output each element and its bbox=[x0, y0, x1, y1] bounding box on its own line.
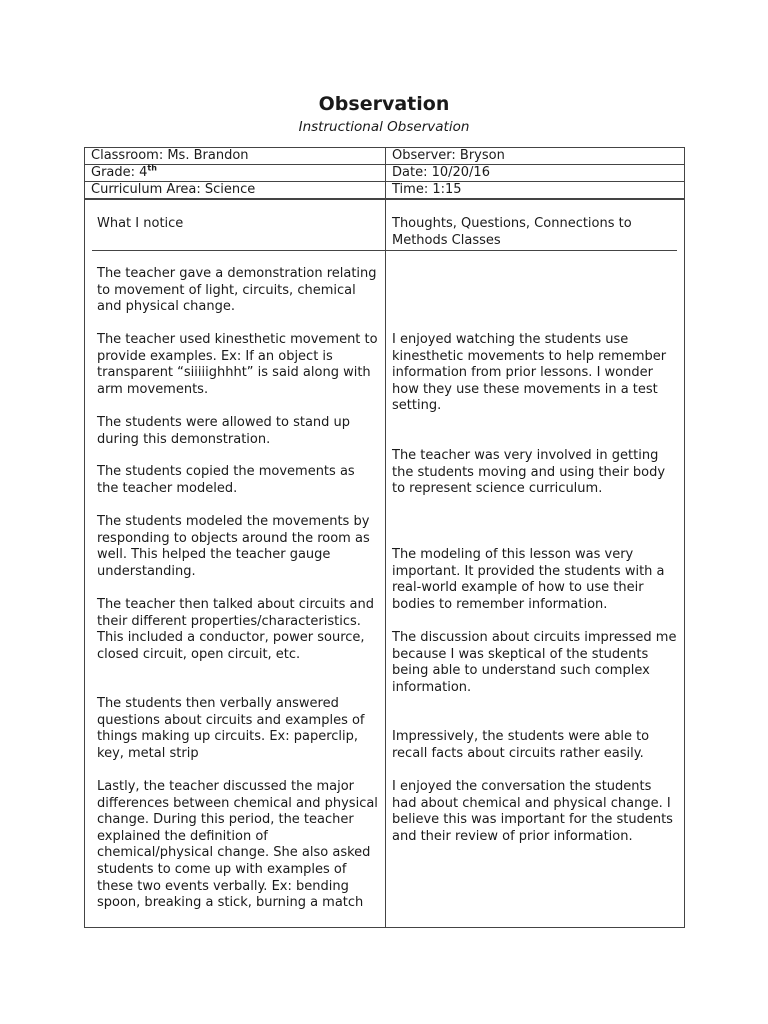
header-divider bbox=[92, 250, 677, 251]
thought-item: I enjoyed the conversation the students had about chemical and physical change. I believe this was important for the students and their review of prior information. bbox=[392, 779, 673, 844]
thought-item: The modeling of this lesson was very important. It provided the students with a real-world example of how to use their bodies to remember information. bbox=[392, 547, 665, 612]
thoughts-header: Thoughts, Questions, Connections to Methods Classes bbox=[392, 216, 632, 248]
date-cell: Date: 10/20/16 bbox=[386, 165, 685, 182]
thought-item: The discussion about circuits impressed me because I was skeptical of the students being able to understand such complex information. bbox=[392, 630, 677, 695]
notice-item: The students then verbally answered questions about circuits and examples of things making up circuits. Ex: paperclip, key, metal strip bbox=[97, 696, 365, 761]
thought-item: I enjoyed watching the students use kinesthetic movements to help remember information from prior lessons. I wonder how they use these movements in a test setting. bbox=[392, 332, 667, 414]
notice-item: The teacher then talked about circuits and their different properties/characteristics. This included a conductor, power source, closed circuit, open circuit, etc. bbox=[97, 597, 374, 662]
column-divider bbox=[385, 200, 386, 927]
notice-header: What I notice bbox=[97, 216, 184, 231]
grade-cell bbox=[85, 165, 386, 182]
notice-item: The students copied the movements as the teacher modeled. bbox=[97, 464, 355, 496]
notice-item: The students modeled the movements by responding to objects around the room as well. This helped the teacher gauge understanding. bbox=[97, 514, 370, 579]
observation-table bbox=[84, 199, 685, 928]
notice-item: The students were allowed to stand up during this demonstration. bbox=[97, 415, 351, 447]
curriculum-cell: Curriculum Area: Science bbox=[85, 182, 386, 199]
time-cell: Time: 1:15 bbox=[386, 182, 685, 199]
info-table bbox=[84, 147, 685, 199]
info-row bbox=[85, 165, 685, 182]
grade-suffix: th bbox=[147, 163, 157, 173]
thought-item: The teacher was very involved in getting the students moving and using their body to represent science curriculum. bbox=[392, 448, 666, 497]
notice-item: Lastly, the teacher discussed the major differences between chemical and physical change. During this period, the teacher explained the definition of chemical/physical change. She also asked students to come up with examples of these two events verbally. Ex: bending spoon, breaking a stick, burning a match bbox=[97, 779, 378, 911]
document-subtitle: Instructional Observation bbox=[298, 119, 470, 135]
notice-item: The teacher gave a demonstration relating to movement of light, circuits, chemical and physical change. bbox=[97, 266, 377, 315]
info-row bbox=[85, 182, 685, 199]
grade-text: Grade: 4 bbox=[91, 165, 148, 180]
document-title: Observation bbox=[318, 93, 450, 115]
thought-item: Impressively, the students were able to recall facts about circuits rather easily. bbox=[392, 729, 650, 761]
info-row bbox=[85, 148, 685, 165]
notice-item: The teacher used kinesthetic movement to provide examples. Ex: If an object is transparent “siiiiighhht” is said along with arm movements. bbox=[97, 332, 378, 397]
observer-cell: Observer: Bryson bbox=[386, 148, 685, 165]
classroom-cell: Classroom: Ms. Brandon bbox=[85, 148, 386, 165]
